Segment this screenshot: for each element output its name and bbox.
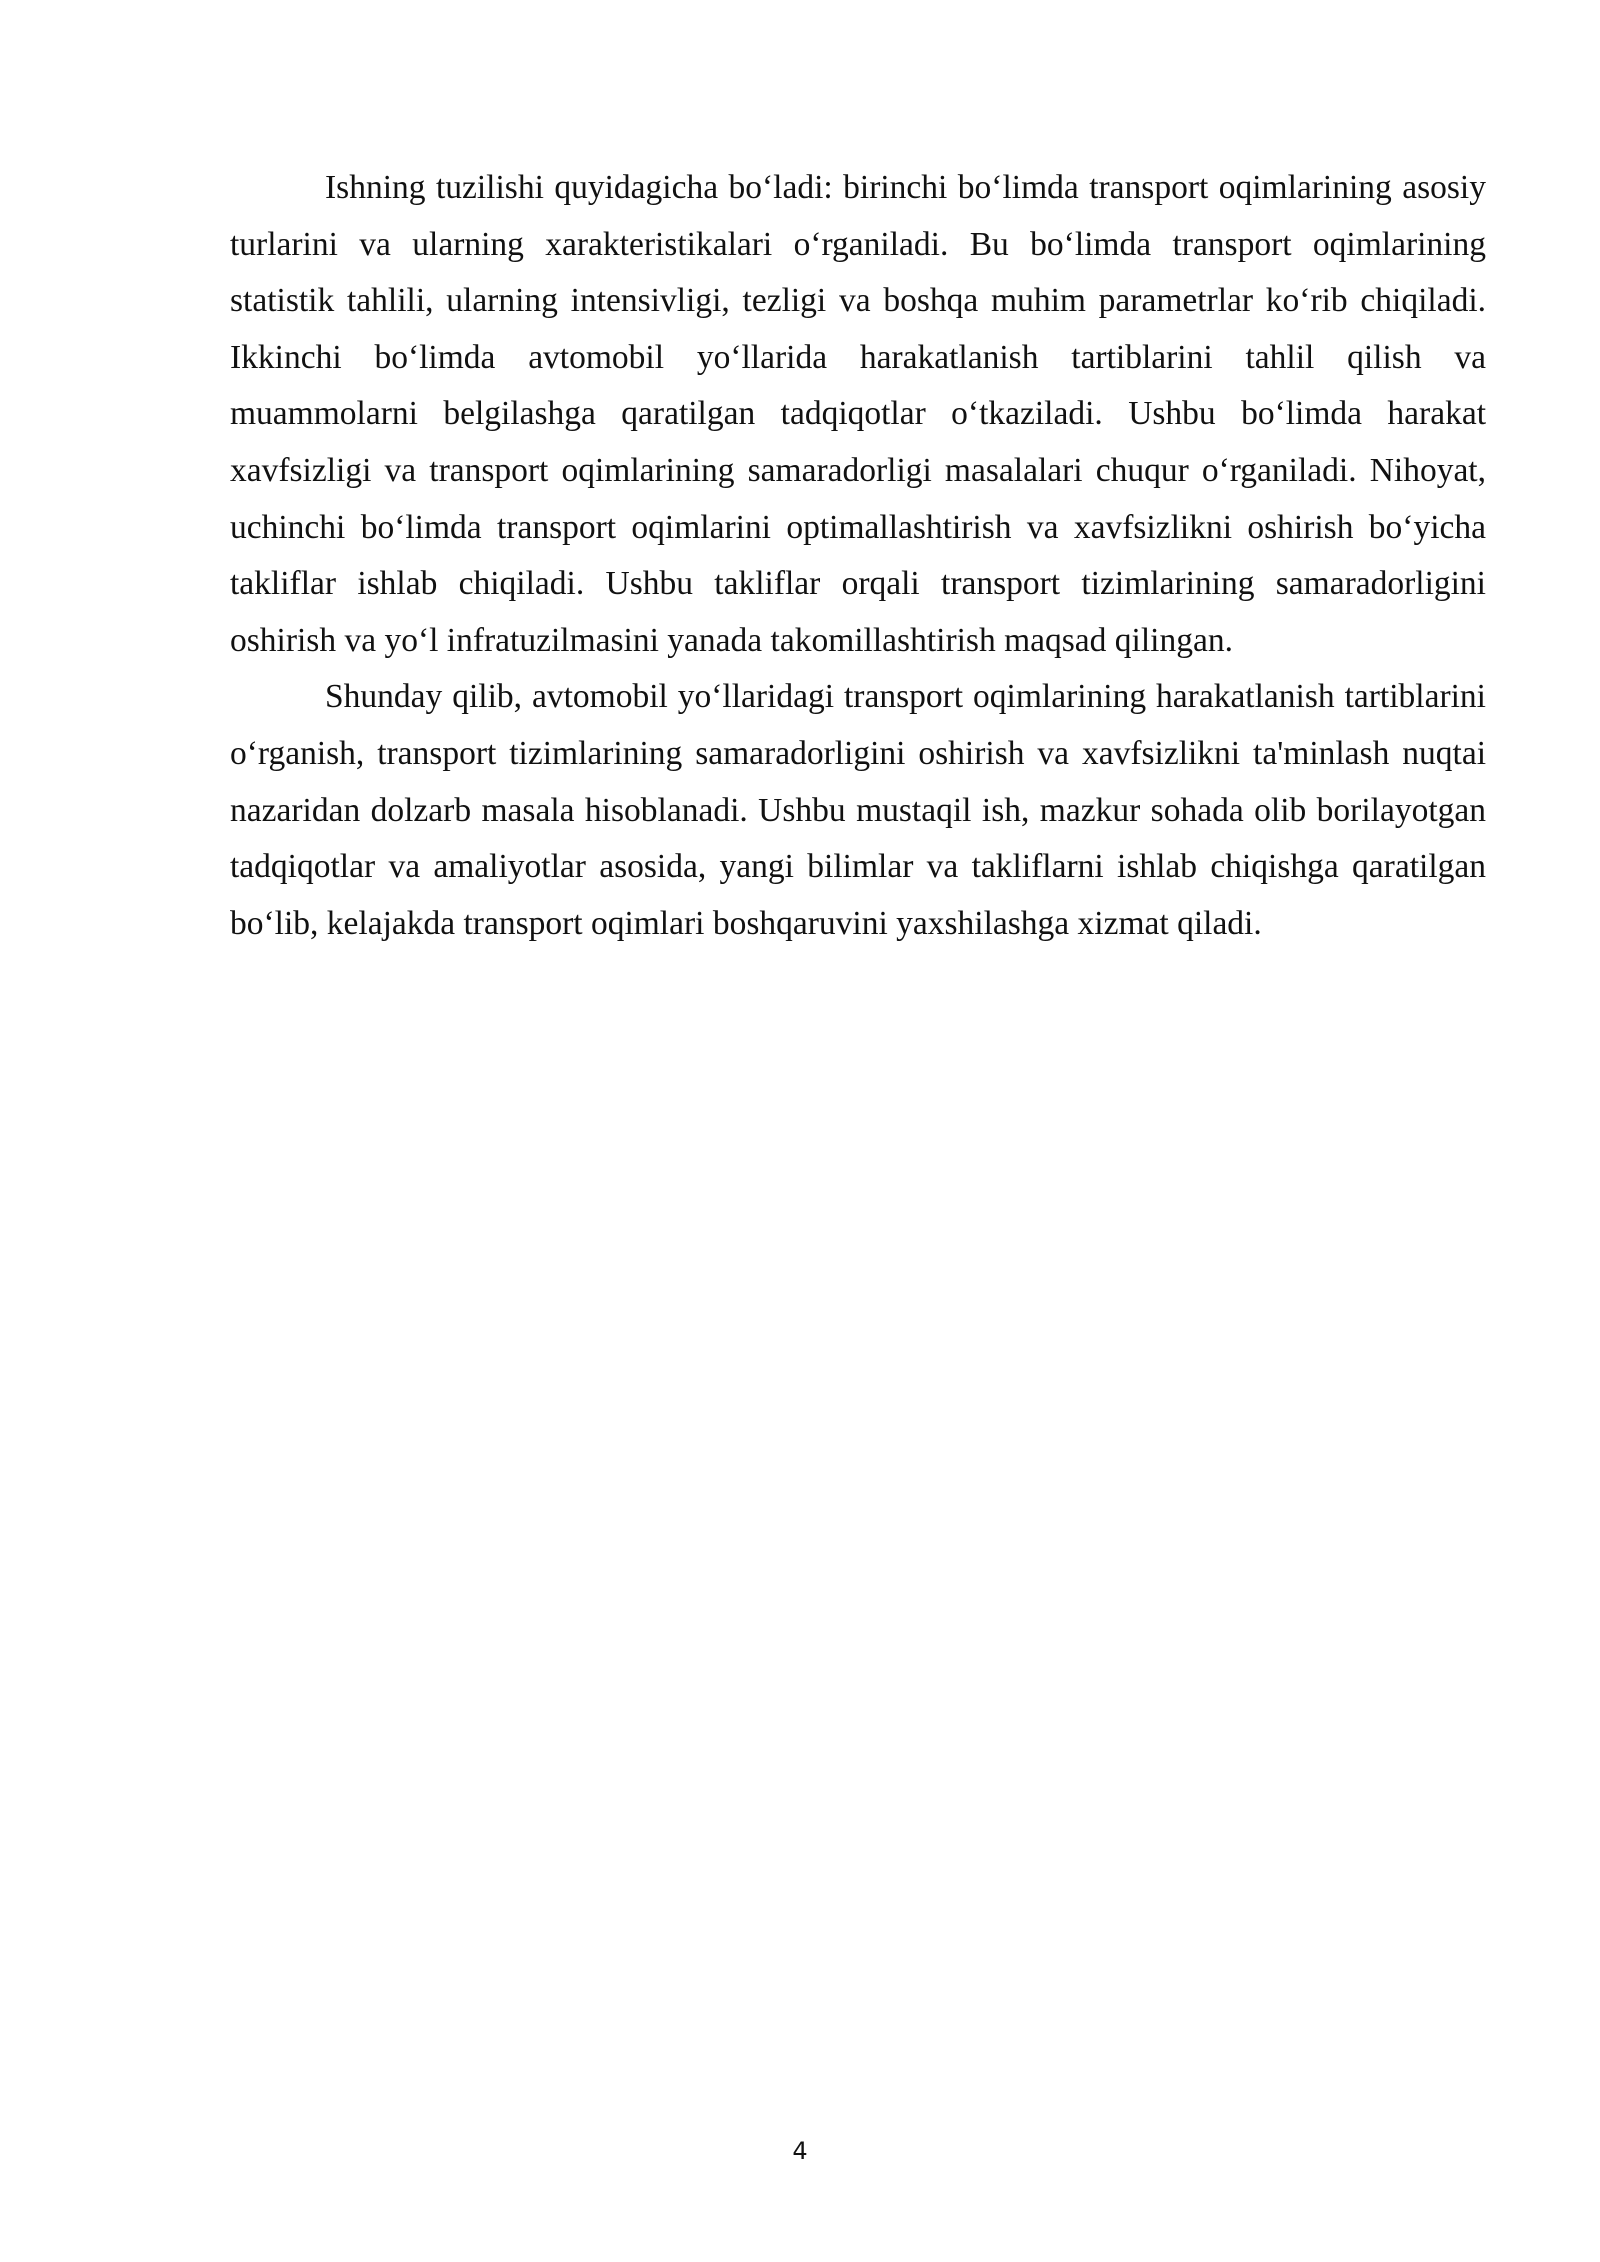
page-number: 4 <box>792 2137 808 2165</box>
paragraph-structure: Ishning tuzilishi quyidagicha bo‘ladi: birinchi bo‘limda transport oqimlarining asosiy turlarini va ularning xarakteristikalari o‘rganiladi. Bu bo‘limda transport oqimlarining statistik tahlili, ularning intensivligi, tezligi va boshqa muhim parametrlar ko‘rib chiqiladi. Ikkinchi bo‘limda avtomobil yo‘llarida harakatlanish tartiblarini tahlil qilish va muammolarni belgilashga qaratilgan tadqiqotlar o‘tkaziladi. Ushbu bo‘limda harakat xavfsizligi va transport oqimlarining samaradorligi masalalari chuqur o‘rganiladi. Nihoyat, uchinchi bo‘limda transport oqimlarini optimallashtirish va xavfsizlikni oshirish bo‘yicha takliflar ishlab chiqiladi. Ushbu takliflar orqali transport tizimlarining samaradorligini oshirish va yo‘l infratuzilmasini yanada takomillashtirish maqsad qilingan. <box>230 169 1486 659</box>
paragraph-conclusion: Shunday qilib, avtomobil yo‘llaridagi transport oqimlarining harakatlanish tartiblarini o‘rganish, transport tizimlarining samaradorligini oshirish va xavfsizlikni ta'minlash nuqtai nazaridan dolzarb masala hisoblanadi. Ushbu mustaqil ish, mazkur sohada olib borilayotgan tadqiqotlar va amaliyotlar asosida, yangi bilimlar va takliflarni ishlab chiqishga qaratilgan bo‘lib, kelajakda transport oqimlari boshqaruvini yaxshilashga xizmat qiladi. <box>230 678 1486 942</box>
body-text <box>230 160 1486 952</box>
